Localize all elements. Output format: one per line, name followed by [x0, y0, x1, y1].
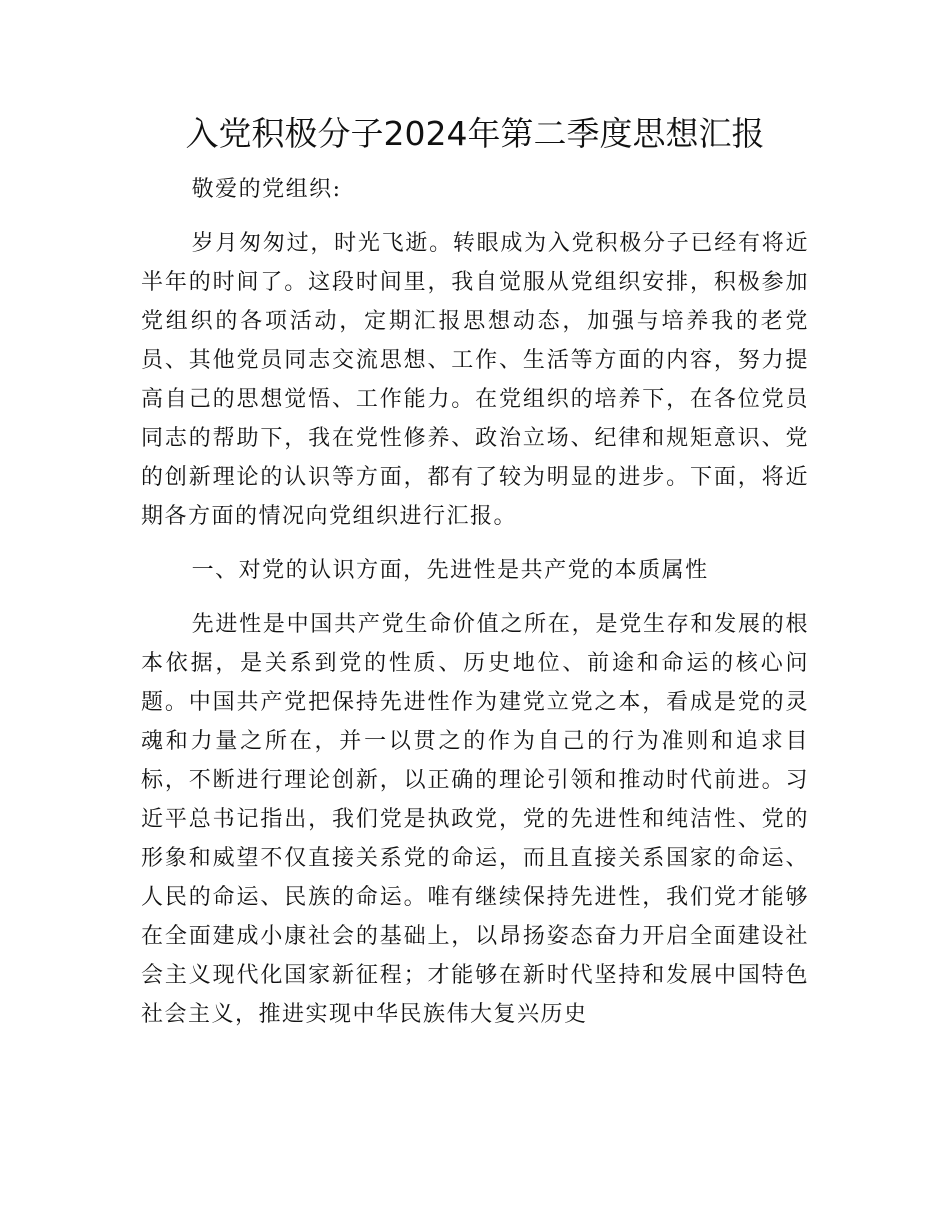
paragraph-intro: 岁月匆匆过，时光飞逝。转眼成为入党积极分子已经有将近半年的时间了。这段时间里，我自觉服从党组织安排，积极参加党组织的各项活动，定期汇报思想动态，加强与培养我的老党员、其他党员同志交流思想、工作、生活等方面的内容，努力提高自己的思想觉悟、工作能力。在党组织的培养下，在各位党员同志的帮助下，我在党性修养、政治立场、纪律和规矩意识、党的创新理论的认识等方面，都有了较为明显的进步。下面，将近期各方面的情况向党组织进行汇报。: [141, 231, 809, 529]
document-title: 入党积极分子2024年第二季度思想汇报: [185, 114, 765, 153]
salutation: 敬爱的党组织:: [191, 177, 342, 202]
document-body: [141, 170, 809, 1049]
section-heading-1: 一、对党的认识方面，先进性是共产党的本质属性: [191, 558, 709, 583]
paragraph-section-1: 先进性是中国共产党生命价值之所在，是党生存和发展的根本依据，是关系到党的性质、历史地位、前途和命运的核心问题。中国共产党把保持先进性作为建党立党之本，看成是党的灵魂和力量之所在，并一以贯之的作为自己的行为准则和追求目标，不断进行理论创新，以正确的理论引领和推动时代前进。习近平总书记指出，我们党是执政党，党的先进性和纯洁性、党的形象和威望不仅直接关系党的命运，而且直接关系国家的命运、人民的命运、民族的命运。唯有继续保持先进性，我们党才能够在全面建成小康社会的基础上，以昂扬姿态奋力开启全面建设社会主义现代化国家新征程；才能够在新时代坚持和发展中国特色社会主义，推进实现中华民族伟大复兴历史: [141, 612, 809, 1027]
